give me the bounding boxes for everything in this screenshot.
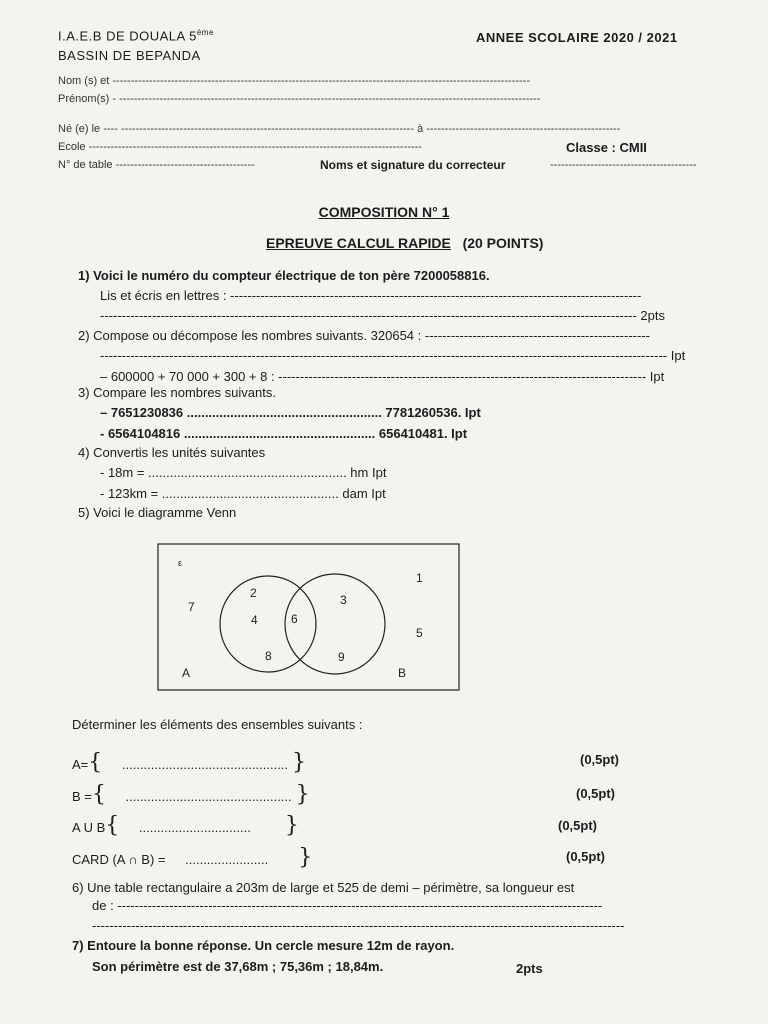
- union-row: A U B{ ............................... }: [72, 813, 299, 838]
- table-number-field: N° de table --------------------------------------: [58, 159, 255, 171]
- name-field: Nom (s) et ------------------------------------------------------------------------------------------------------------------: [58, 75, 530, 87]
- set-b-label: B =: [72, 789, 92, 804]
- exam-title: EPREUVE CALCUL RAPIDE (20 POINTS): [266, 235, 544, 251]
- venn-label-a: A: [182, 666, 191, 680]
- school-basin: BASSIN DE BEPANDA: [58, 48, 201, 63]
- question-4-line-a: - 18m = ....................................................... hm Ipt: [100, 465, 387, 480]
- question-6-line-b: ---------------------------------------------------------------------------------------------------------------------------: [92, 918, 625, 933]
- composition-title: COMPOSITION N° 1: [318, 204, 450, 220]
- question-6: 6) Une table rectangulaire a 203m de large et 525 de demi – périmètre, sa longueur est: [72, 880, 575, 895]
- birth-field: Né (e) le ---- -------------------------------------------------------------------------------- à -----------------------------------------------------: [58, 123, 621, 135]
- venn-a-8: 8: [265, 649, 272, 663]
- set-b-dots: ..............................................: [125, 789, 292, 804]
- school-name: I.A.E.B DE DOUALA 5ème: [58, 28, 214, 44]
- set-a-label: A=: [72, 757, 89, 772]
- question-7-line-a: Son périmètre est de 37,68m ; 75,36m ; 18,84m.: [92, 959, 384, 974]
- question-2-line-a: ----------------------------------------------------------------------------------------------------------------------------------- Ipt: [100, 348, 686, 363]
- set-a-points: (0,5pt): [580, 752, 619, 767]
- corrector-label: Noms et signature du correcteur: [320, 158, 506, 172]
- question-7: 7) Entoure la bonne réponse. Un cercle mesure 12m de rayon.: [72, 938, 455, 953]
- question-3-line-b: - 6564104816 ..................................................... 656410481. Ipt: [100, 426, 468, 441]
- question-4-line-b: - 123km = ................................................. dam Ipt: [100, 486, 386, 501]
- question-4: 4) Convertis les unités suivantes: [78, 445, 266, 460]
- venn-outside-1: 1: [416, 571, 423, 585]
- card-row: CARD (A ∩ B) = ....................... }: [72, 845, 313, 870]
- card-dots: .......................: [185, 852, 269, 867]
- set-b-row: B ={ .............................................. }: [72, 782, 310, 807]
- card-label: CARD (A ∩ B) =: [72, 852, 166, 867]
- school-field: Ecole -------------------------------------------------------------------------------------------: [58, 141, 422, 153]
- question-1: 1) Voici le numéro du compteur électrique de ton père 7200058816.: [78, 268, 490, 283]
- corrector-line: ----------------------------------------: [550, 159, 697, 171]
- question-2-line-b: – 600000 + 70 000 + 300 + 8 : ------------------------------------------------------------------------------------- Ipt: [100, 369, 665, 384]
- set-a-row: A={ .............................................. }: [72, 750, 307, 775]
- question-2: 2) Compose ou décompose les nombres suivants. 320654 : ----------------------------------------------------: [78, 328, 650, 343]
- question-3-line-a: – 7651230836 ...................................................... 7781260536. Ipt: [100, 405, 481, 420]
- question-6-line-a: de : ----------------------------------------------------------------------------------------------------------------: [92, 898, 603, 913]
- venn-circle-b: [285, 574, 385, 674]
- venn-outside-7: 7: [188, 600, 195, 614]
- union-label: A U B: [72, 820, 106, 835]
- question-7-points: 2pts: [516, 961, 543, 976]
- union-dots: ...............................: [138, 820, 251, 835]
- set-a-dots: ..............................................: [121, 757, 289, 772]
- question-1-line-a: Lis et écris en lettres : -----------------------------------------------------------------------------------------------: [100, 288, 642, 303]
- venn-a-2: 2: [250, 586, 257, 600]
- venn-b-3: 3: [340, 593, 347, 607]
- venn-a-4: 4: [251, 613, 258, 627]
- sets-instruction: Déterminer les éléments des ensembles suivants :: [72, 717, 363, 732]
- union-points: (0,5pt): [558, 818, 597, 833]
- question-1-line-b: ---------------------------------------------------------------------------------------------------------------------------- 2pts: [100, 308, 665, 323]
- firstname-field: Prénom(s) - -------------------------------------------------------------------------------------------------------------------: [58, 93, 541, 105]
- school-year: ANNEE SCOLAIRE 2020 / 2021: [476, 30, 678, 45]
- class-label: Classe : CMII: [566, 140, 647, 155]
- card-points: (0,5pt): [566, 849, 605, 864]
- venn-b-9: 9: [338, 650, 345, 664]
- venn-universe-box: [158, 544, 459, 690]
- venn-label-b: B: [398, 666, 407, 680]
- question-3: 3) Compare les nombres suivants.: [78, 385, 276, 400]
- venn-both-6: 6: [291, 612, 298, 626]
- venn-outside-5: 5: [416, 626, 423, 640]
- set-b-points: (0,5pt): [576, 786, 615, 801]
- question-5: 5) Voici le diagramme Venn: [78, 505, 237, 520]
- venn-universe-label: ε: [178, 558, 183, 568]
